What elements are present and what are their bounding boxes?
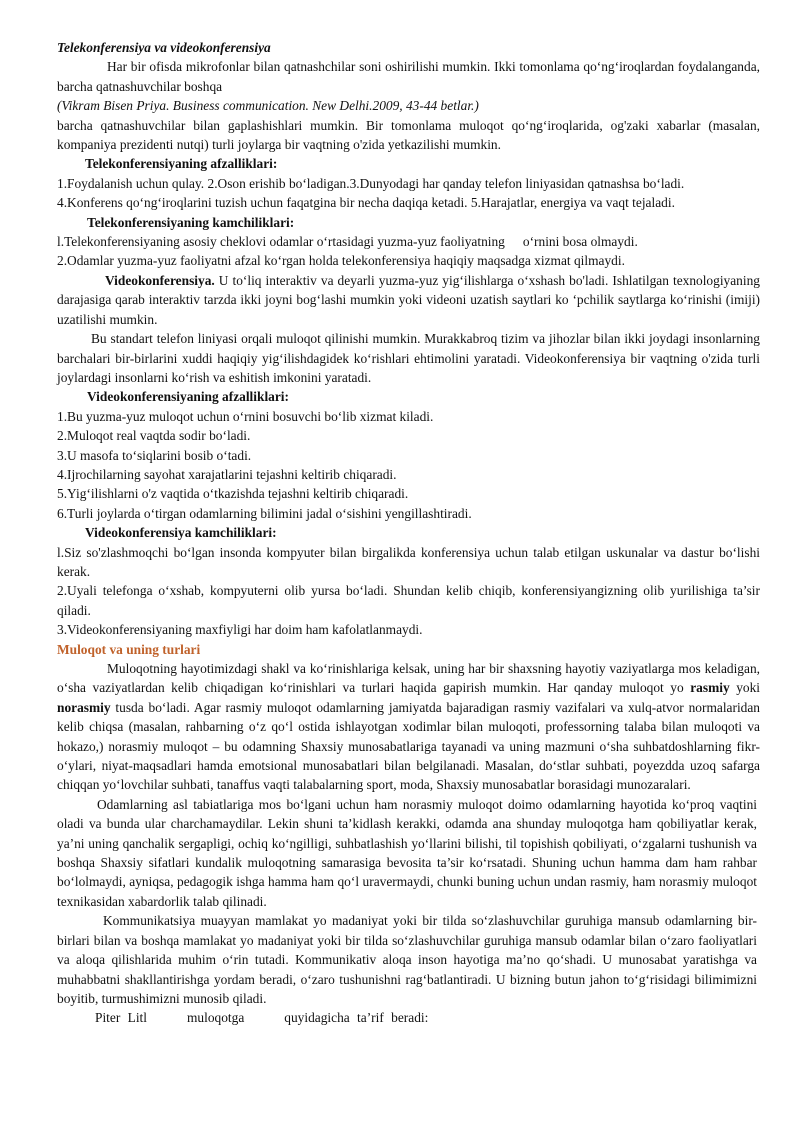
video-advantage-item: 6.Turli joylarda o‘tirgan odamlarning bilimini jadal o‘sishini yengillashtiradi. (57, 505, 472, 521)
tele-disadvantage-1-end: o‘rnini bosa olmaydi. (522, 234, 638, 250)
videoconference-definition-text: U to‘liq interaktiv va deyarli yuzma-yuz yig‘ilishlarga o‘xshash bo'ladi. Ishlatilgan texnologiyaning darajasiga qarab interaktiv tarzda ikki joyni bog‘lashi mumkin yoki videoni uzatish saytlari ko ‘pchilik saytlarga ko‘rinishi (imiji) uzatilishi mumkin. (57, 272, 760, 327)
tele-advantages-line-2: 4.Konferens qo‘ng‘iroqlarini tuzish uchun faqatgina bir necha daqiqa ketadi. 5.Harajatlar, energiya va vaqt tejaladi. (57, 195, 675, 211)
video-disadvantages-heading: Videokonferensiya kamchiliklari: (85, 525, 277, 541)
tele-disadvantage-1-start: l.Telekonferensiyaning asosiy cheklovi odamlar o‘rtasidagi yuzma-yuz faoliyatning (57, 234, 505, 250)
lead-phrase: quyidagicha ta’rif beradi: (284, 1010, 429, 1026)
intro-paragraph: Har bir ofisda mikrofonlar bilan qatnashchilar soni oshirilishi mumkin. Ikki tomonlama qo‘ng‘iroqlardan foydalanganda, barcha qatnashuvchilar boshqa (57, 59, 760, 94)
video-advantages-heading: Videokonferensiyaning afzalliklari: (87, 389, 289, 405)
videoconference-paragraph-2: Bu standart telefon liniyasi orqali muloqot qilinishi mumkin. Murakkabroq tizim va jihozlar bilan ikki joydagi insonlarning barchalari bir-birlarini xuddi haqiqiy yig‘ilishdagidek ko‘rishlari ehtimolini yaratadi. Videokonferensiya bir vaqtning o'zida turli joylardagi insonlarni ko‘rish va eshitish imkonini yaratadi. (57, 331, 760, 385)
muloqot-paragraph-2: Odamlarning asl tabiatlariga mos bo‘lgani uchun ham norasmiy muloqot doimo odamlarning hayotida ko‘proq vaqtini oladi va bunda ular charchamaydilar. Lekin shuni ta’kidlash kerakki, odamda ana shunday muloqotga ham qobiliyatlar kerak, ya’ni uning qanchalik sergapligi, ochiq ko‘ngilligi, suhbatlashish yo‘llarini bilishi, til topishish qobiliyati, o‘zgalarni tushunish va boshqa Shaxsiy sifatlari kundalik muloqotning samarasiga bevosita ta’sir ko‘rsatadi. Shuning uchun hamma dam ham rahbar bo‘lolmaydi, ayniqsa, pedagogik ishga hamma ham qo‘l uravermaydi, chunki buning uchun undan rasmiy, ham norasmiy muloqot texnikasidan xabardorlik talab qilinadi. (57, 796, 757, 909)
definition-lead-line (57, 1008, 760, 1027)
video-disadvantage-item: 3.Videokonferensiyaning maxfiyligi har doim ham kafolatlanmaydi. (57, 622, 423, 638)
intro-paragraph-continued: barcha qatnashuvchilar bilan gaplashishlari mumkin. Bir tomonlama muloqot qo‘ng‘iroqlarida, og'zaki xabarlar (masalan, kompaniya prezidenti nutqi) turli joylarga bir vaqtning o'zida yetkazilishi mumkin. (57, 117, 760, 153)
document-title: Telekonferensiya va videokonferensiya (57, 40, 271, 55)
muloqot-paragraph-3: Kommunikatsiya muayyan mamlakat yo madaniyat yoki bir tilda so‘zlashuvchilar guruhiga mansub odamlarning bir-birlari bilan va boshqa mamlakat yo madaniyat yoki bir tilda so‘zlashuvchilar guruhiga mansub odamlar bilan o‘zaro faoliyatlari va aloqa qilishlarida muhim o‘rin tutadi. Kommunikativ aloqa inson hayotiga ma’no qo‘shadi. U munosabat yaratishga va muhabbatni shakllantirishga yordam beradi, o‘zaro tushunishni rag‘batlantiradi. U bizning butun jahon to‘g‘risidagi bilimimizni boyitib, turmushimizni munosib qiladi. (57, 913, 757, 1006)
muloqot-text: tusda bo‘ladi. Agar rasmiy muloqot odamlarning jamiyatda bajaradigan rasmiy vazifalari va xulq-atvor normalaridan kelib chiqsa (masalan, rahbarning o‘z qo‘l ostida ishlayotgan xodimlar bilan muloqoti, professorning talaba bilan muloqoti va hokazo,) norasmiy muloqot – bu odamning Shaxsiy munosabatlariga tayanadi va uning mazmuni o‘sha suhbatdoshlarning fikr-o‘ylari, niyat-maqsadlari hamda emotsional munosabatlari bilan belgilanadi. Masalan, do‘stlar suhbati, poyezdda uzoq safarga chiqqan yo‘lovchilar suhbati, tanaffus vaqti talabalarning sport, moda, Shaxsiy munosabatlar borasidagi munozaralari. (57, 699, 760, 793)
video-disadvantage-item: l.Siz so'zlashmoqchi bo‘lgan insonda kompyuter bilan birgalikda konferensiya uchun talab etilgan uskunalar va dastur bo‘lishi kerak. (57, 544, 760, 579)
videoconference-term: Videokonferensiya. (105, 272, 215, 288)
muloqot-paragraph-1 (57, 659, 760, 795)
tele-disadvantages-line-1 (57, 232, 760, 251)
video-advantage-item: 5.Yig‘ilishlarni o'z vaqtida o‘tkazishda tejashni keltirib chiqaradi. (57, 486, 409, 502)
muloqot-text: yoki (729, 680, 760, 696)
video-advantage-item: 2.Muloqot real vaqtda sodir bo‘ladi. (57, 428, 251, 444)
muloqot-text: Muloqotning hayotimizdagi shakl va ko‘rinishlariga kelsak, uning har bir shaxsning hayotiy vaziyatlarga mos keladigan, o‘sha vaziyatlardan kelib chiqadigan ko‘rinishlari va turlari haqida gapirish mumkin. Har qanday muloqot yo (57, 661, 760, 696)
lead-word: muloqotga (186, 1010, 245, 1026)
norasmiy-term: norasmiy (57, 699, 111, 715)
author-name: Piter Litl (95, 1010, 147, 1026)
videoconference-definition (57, 271, 760, 329)
video-advantage-item: 4.Ijrochilarning sayohat xarajatlarini tejashni keltirib chiqaradi. (57, 466, 397, 482)
tele-advantages-heading: Telekonferensiyaning afzalliklari: (85, 156, 278, 172)
section-heading: Muloqot va uning turlari (57, 641, 201, 657)
tele-advantages-line-1: 1.Foydalanish uchun qulay. 2.Oson erishib bo‘ladigan.3.Dunyodagi har qanday telefon liniyasidan qatnashsa bo‘ladi. (57, 175, 685, 191)
tele-disadvantages-line-2: 2.Odamlar yuzma-yuz faoliyatni afzal ko‘rgan holda telekonferensiya haqiqiy maqsadga xizmat qilmaydi. (57, 253, 625, 269)
video-disadvantage-item: 2.Uyali telefonga o‘xshab, kompyuterni olib yursa bo‘ladi. Shundan kelib chiqib, konferensiyangizning olib yurilishiga ta’sir qiladi. (57, 583, 760, 618)
citation: (Vikram Bisen Priya. Business communication. New Delhi.2009, 43-44 betlar.) (57, 98, 479, 114)
video-advantage-item: 3.U masofa to‘siqlarini bosib o‘tadi. (57, 447, 252, 463)
rasmiy-term: rasmiy (690, 680, 730, 696)
video-advantage-item: 1.Bu yuzma-yuz muloqot uchun o‘rnini bosuvchi bo‘lib xizmat kiladi. (57, 408, 434, 424)
tele-disadvantages-heading: Telekonferensiyaning kamchiliklari: (87, 214, 295, 230)
